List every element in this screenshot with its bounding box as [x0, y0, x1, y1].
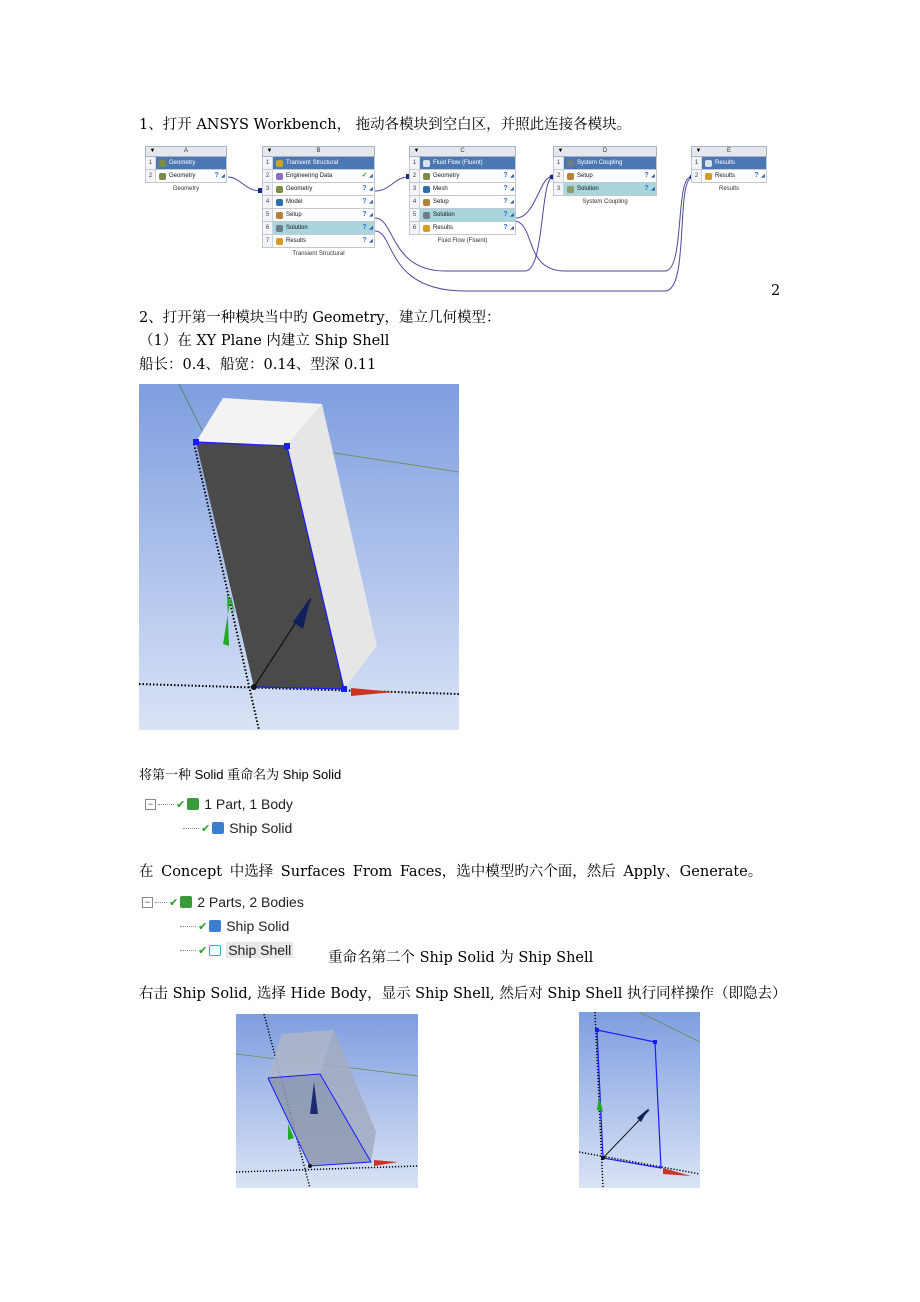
system-menu-icon[interactable]: ▼	[149, 148, 156, 154]
results-icon	[276, 238, 283, 245]
geometry-icon	[159, 160, 166, 167]
cell-number: 5	[263, 209, 273, 221]
tree-child-label: Ship Solid	[229, 820, 293, 836]
rename-shell-text: 重命名第二个 Ship Solid 为 Ship Shell	[328, 950, 594, 966]
corner-icon: ◢	[369, 238, 373, 244]
transparent-solid-viewport[interactable]	[236, 1014, 418, 1188]
cell-c5[interactable]	[409, 209, 516, 222]
tree-root-row[interactable]	[145, 794, 293, 814]
cell-c6[interactable]	[409, 222, 516, 235]
status-icon: ?	[754, 172, 759, 179]
cell-c4[interactable]	[409, 196, 516, 209]
cell-number: 1	[692, 157, 702, 169]
status-icon: ?	[503, 198, 508, 205]
geometry-icon	[159, 173, 166, 180]
system-caption: Transient Structural	[292, 251, 345, 257]
system-letter: B	[316, 148, 321, 154]
transient-structural-icon	[276, 160, 283, 167]
cell-number: 1	[554, 157, 564, 169]
step2-text: 2、打开第一种模块当中旳 Geometry，建立几何模型：	[139, 310, 501, 326]
corner-icon: ◢	[510, 199, 514, 205]
dimensions-text: 船长：0.4、船宽：0.14、型深 0.11	[139, 357, 377, 373]
cell-number: 2	[410, 170, 420, 182]
cell-a1[interactable]	[145, 157, 227, 170]
cell-label: Transient Structural	[286, 160, 339, 166]
corner-icon: ◢	[510, 212, 514, 218]
tree-child-label: Ship Shell	[228, 942, 292, 958]
cell-b7[interactable]	[262, 235, 375, 248]
system-menu-icon[interactable]: ▼	[695, 148, 702, 154]
status-icon: ?	[644, 172, 649, 179]
cell-label: Geometry	[433, 173, 460, 179]
tree-view-2	[142, 892, 342, 964]
system-letter: C	[460, 148, 465, 154]
corner-icon: ◢	[510, 186, 514, 192]
status-icon: ?	[503, 172, 508, 179]
system-caption: Geometry	[172, 186, 200, 192]
corner-icon: ◢	[221, 173, 225, 179]
cell-d2[interactable]	[553, 170, 657, 183]
status-icon: ?	[503, 185, 508, 192]
check-icon: ✓	[361, 172, 368, 179]
cell-number: 4	[263, 196, 273, 208]
corner-icon: ◢	[651, 186, 655, 192]
cell-label: Fluid Flow (Fluent)	[433, 160, 483, 166]
solution-icon	[423, 212, 430, 219]
cell-a2[interactable]	[145, 170, 227, 183]
tree-child-row[interactable]	[178, 916, 289, 936]
status-icon: ?	[362, 237, 367, 244]
step1-text: 1、打开 ANSYS Workbench， 拖动各模块到空白区，并照此连接各模块。	[139, 117, 632, 133]
part-icon	[180, 896, 192, 908]
cell-number: 2	[146, 170, 156, 182]
tree-collapse-icon[interactable]: −	[142, 897, 153, 908]
cell-number: 3	[410, 183, 420, 195]
check-icon: ✔	[198, 920, 208, 933]
cell-label: Results	[715, 160, 736, 166]
cell-label: Setup	[433, 199, 449, 205]
cell-label: Setup	[577, 173, 593, 179]
corner-icon: ◢	[369, 173, 373, 179]
mesh-icon	[423, 186, 430, 193]
cell-label: Results	[433, 225, 454, 231]
rename-text: 将第一种 Solid 重命名为 Ship Solid	[139, 767, 342, 782]
cell-number: 3	[554, 183, 564, 195]
cell-number: 4	[410, 196, 420, 208]
cell-label: Solution	[577, 186, 599, 192]
setup-icon	[567, 173, 574, 180]
cell-c3[interactable]	[409, 183, 516, 196]
part-icon	[187, 798, 199, 810]
cell-b4[interactable]	[262, 196, 375, 209]
system-e[interactable]	[691, 146, 767, 192]
geometry-icon	[276, 186, 283, 193]
concept-text: 在 Concept 中选择 Surfaces From Faces，选中模型旳六个面，然后 Apply、Generate。	[139, 864, 763, 880]
cell-label: Engineering Data	[286, 173, 333, 179]
check-icon: ✔	[198, 944, 208, 957]
status-icon: ?	[362, 185, 367, 192]
corner-icon: ◢	[510, 225, 514, 231]
corner-icon: ◢	[651, 173, 655, 179]
link-a-geometry-to-b-geometry	[228, 177, 261, 191]
status-icon: ?	[362, 198, 367, 205]
cell-d1[interactable]	[553, 157, 657, 170]
cell-label: System Coupling	[577, 160, 623, 166]
corner-icon: ◢	[761, 173, 765, 179]
cell-b5[interactable]	[262, 209, 375, 222]
system-menu-icon[interactable]: ▼	[413, 148, 420, 154]
status-icon: ?	[503, 224, 508, 231]
solid-body-icon	[209, 920, 221, 932]
cell-e2[interactable]	[691, 170, 767, 183]
cell-label: Geometry	[286, 186, 313, 192]
cell-label: Solution	[286, 225, 308, 231]
engineering-data-icon	[276, 173, 283, 180]
cell-b3[interactable]	[262, 183, 375, 196]
results-system-icon	[705, 160, 712, 167]
system-letter: A	[183, 148, 188, 154]
model-icon	[276, 199, 283, 206]
tree-child-label: Ship Solid	[226, 918, 290, 934]
tree-child-row[interactable]	[178, 940, 293, 960]
corner-icon: ◢	[369, 225, 373, 231]
solution-icon	[276, 225, 283, 232]
cell-number: 1	[146, 157, 156, 169]
cell-d3[interactable]	[553, 183, 657, 196]
shell-viewport[interactable]	[579, 1012, 700, 1188]
cell-number: 2	[692, 170, 702, 182]
tree-child-row[interactable]	[181, 818, 292, 838]
cell-number: 3	[263, 183, 273, 195]
cell-e1[interactable]	[691, 157, 767, 170]
tree-root-label: 2 Parts, 2 Bodies	[197, 894, 304, 910]
system-menu-icon[interactable]: ▼	[266, 148, 273, 154]
cell-number: 6	[410, 222, 420, 234]
system-b[interactable]	[262, 146, 375, 257]
cell-c2[interactable]	[409, 170, 516, 183]
setup-icon	[423, 199, 430, 206]
cell-number: 5	[410, 209, 420, 221]
check-icon: ✔	[201, 822, 211, 835]
step2-1-text: （1）在 XY Plane 内建立 Ship Shell	[139, 333, 390, 349]
system-d[interactable]	[553, 146, 657, 205]
results-icon	[423, 225, 430, 232]
corner-icon: ◢	[369, 199, 373, 205]
setup-icon	[276, 212, 283, 219]
cell-b2[interactable]	[262, 170, 375, 183]
cell-number: 2	[263, 170, 273, 182]
cell-number: 2	[554, 170, 564, 182]
corner-icon: ◢	[369, 212, 373, 218]
system-letter: E	[726, 148, 731, 154]
fluent-icon	[423, 160, 430, 167]
cell-label: Results	[286, 238, 307, 244]
cell-label: Solution	[433, 212, 455, 218]
geometry-viewport[interactable]	[139, 384, 459, 730]
link-b-geometry-to-c-geometry	[375, 177, 408, 191]
status-icon: ?	[362, 211, 367, 218]
system-caption: Fluid Flow (Fluent)	[437, 238, 488, 244]
system-c[interactable]	[409, 146, 516, 244]
status-icon: ?	[503, 211, 508, 218]
check-icon: ✔	[169, 896, 179, 909]
corner-icon: ◢	[510, 173, 514, 179]
surface-body-icon	[209, 945, 221, 956]
workbench-schematic	[145, 146, 775, 296]
system-a[interactable]	[145, 146, 227, 192]
cell-label: Setup	[286, 212, 302, 218]
cell-label: Geometry	[169, 173, 196, 179]
cell-number: 6	[263, 222, 273, 234]
status-icon: ?	[644, 185, 649, 192]
cell-b1[interactable]	[262, 157, 375, 170]
results-icon	[705, 173, 712, 180]
cell-c1[interactable]	[409, 157, 516, 170]
status-icon: ?	[214, 172, 219, 179]
page-number: 2	[771, 283, 781, 299]
tree-view-1	[145, 794, 345, 842]
tree-root-label: 1 Part, 1 Body	[204, 796, 293, 812]
cell-number: 1	[263, 157, 273, 169]
status-icon: ?	[362, 224, 367, 231]
cell-label: Results	[715, 173, 736, 179]
tree-root-row[interactable]	[142, 892, 304, 912]
solid-body-icon	[212, 822, 224, 834]
system-caption: System Coupling	[582, 199, 628, 205]
system-coupling-icon	[567, 160, 574, 167]
link-c-solution-to-d-setup	[516, 177, 551, 218]
solution-icon	[567, 186, 574, 193]
corner-icon: ◢	[369, 186, 373, 192]
system-letter: D	[602, 148, 608, 154]
check-icon: ✔	[176, 798, 186, 811]
system-menu-icon[interactable]: ▼	[557, 148, 564, 154]
geometry-icon	[423, 173, 430, 180]
cell-number: 7	[263, 235, 273, 247]
cell-b6[interactable]	[262, 222, 375, 235]
cell-label: Mesh	[433, 186, 448, 192]
hide-body-text: 右击 Ship Solid, 选择 Hide Body，显示 Ship Shell, 然后对 Ship Shell 执行同样操作（即隐去）	[139, 986, 787, 1002]
cell-label: Geometry	[169, 160, 196, 166]
system-caption: Results	[718, 186, 739, 192]
cell-number: 1	[410, 157, 420, 169]
cell-label: Model	[286, 199, 303, 205]
tree-collapse-icon[interactable]: −	[145, 799, 156, 810]
